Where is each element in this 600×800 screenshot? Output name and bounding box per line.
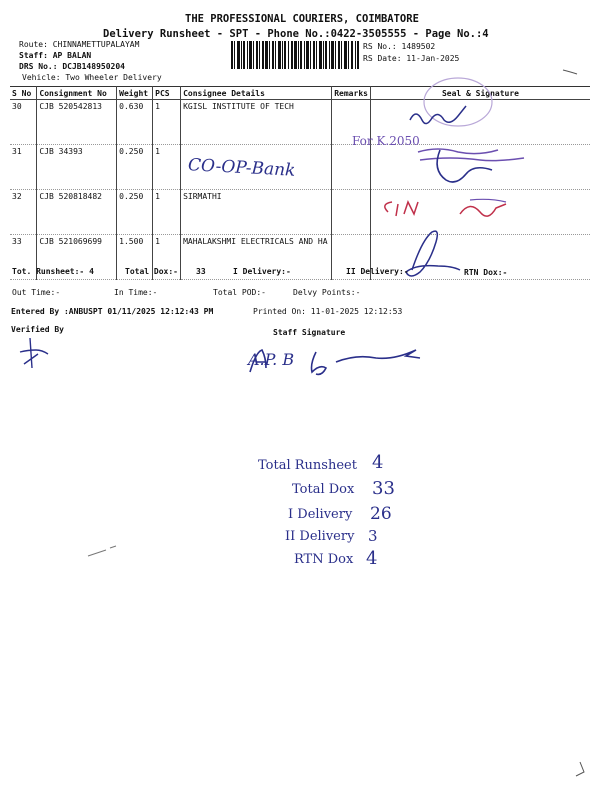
- table-row: [10, 145, 590, 190]
- col-header: Consignment No: [37, 87, 117, 100]
- out-time-label: Out Time:-: [12, 288, 61, 297]
- verified-signature: [20, 338, 48, 368]
- summary-value: 33: [372, 478, 395, 499]
- cell-signature: [370, 145, 590, 190]
- cell-pcs: 1: [153, 190, 181, 235]
- vehicle-label: Vehicle: Two Wheeler Delivery: [22, 73, 162, 82]
- cell-consignee: MAHALAKSHMI ELECTRICALS AND HA: [181, 235, 332, 280]
- summary-value: 4: [366, 548, 378, 569]
- in-time-label: In Time:-: [114, 288, 158, 297]
- staff-signature-name: A.P. B: [248, 350, 295, 369]
- cell-weight: 1.500: [117, 235, 153, 280]
- table-row: [10, 100, 590, 145]
- runsheet-table: [10, 86, 590, 280]
- drs-number: DRS No.: DCJB148950204: [19, 62, 125, 71]
- cell-consignment: CJB 34393: [37, 145, 117, 190]
- table-row: [10, 190, 590, 235]
- col-header: Remarks: [332, 87, 371, 100]
- total-dox-label: Total Dox:-: [125, 267, 178, 276]
- total-pod-label: Total POD:-: [213, 288, 266, 297]
- cell-weight: 0.630: [117, 100, 153, 145]
- cell-sno: 30: [10, 100, 37, 145]
- cell-sno: 31: [10, 145, 37, 190]
- summary-label: Total Dox: [292, 482, 355, 497]
- total-runsheet: Tot. Runsheet:- 4: [12, 267, 94, 276]
- summary-value: 3: [368, 527, 378, 545]
- cell-weight: 0.250: [117, 145, 153, 190]
- cell-weight: 0.250: [117, 190, 153, 235]
- col-header: Seal & Signature: [370, 87, 590, 100]
- summary-label: RTN Dox: [294, 552, 354, 567]
- summary-label: Total Runsheet: [258, 458, 357, 473]
- i-delivery-label: I Delivery:-: [233, 267, 291, 276]
- summary-label: II Delivery: [285, 529, 355, 544]
- cell-remarks: [332, 145, 371, 190]
- cell-consignee: KGISL INSTITUTE OF TECH: [181, 100, 332, 145]
- cell-consignment: CJB 520818482: [37, 190, 117, 235]
- stray-mark: [576, 762, 584, 776]
- verified-by-label: Verified By: [11, 325, 64, 334]
- cell-consignee: SIRMATHI: [181, 190, 332, 235]
- rs-number: RS No.: 1489502: [363, 42, 436, 51]
- printed-on: Printed On: 11-01-2025 12:12:53: [253, 307, 403, 316]
- rs-date: RS Date: 11-Jan-2025: [363, 54, 460, 63]
- summary-value: 4: [372, 452, 384, 473]
- ii-delivery-label: II Delivery:-: [346, 267, 409, 276]
- barcode-image: [231, 41, 359, 69]
- cell-consignment: CJB 520542813: [37, 100, 117, 145]
- cell-sno: 33: [10, 235, 37, 280]
- cell-consignment: CJB 521069699: [37, 235, 117, 280]
- route-label: Route: CHINNAMETTUPALAYAM: [19, 40, 140, 49]
- stamp-text: For K.2050: [352, 134, 420, 148]
- cell-pcs: 1: [153, 100, 181, 145]
- summary-label: I Delivery: [288, 507, 353, 522]
- handwritten-consignee: CO-OP-Bank: [187, 155, 296, 181]
- delvy-points-label: Delvy Points:-: [293, 288, 361, 297]
- stray-mark: [88, 546, 116, 556]
- total-dox-value: 33: [196, 267, 206, 276]
- cell-remarks: [332, 190, 371, 235]
- table-header-row: [10, 87, 590, 100]
- cell-pcs: 1: [153, 145, 181, 190]
- rtn-dox-label: RTN Dox:-: [464, 268, 508, 277]
- col-header: Consignee Details: [181, 87, 332, 100]
- company-title: THE PROFESSIONAL COURIERS, COIMBATORE: [185, 13, 419, 25]
- staff-signature-label: Staff Signature: [273, 328, 346, 337]
- stray-mark: [563, 70, 577, 74]
- col-header: S No: [10, 87, 37, 100]
- staff-label: Staff: AP BALAN: [19, 51, 92, 60]
- runsheet-subtitle: Delivery Runsheet - SPT - Phone No.:0422-3505555 - Page No.:4: [103, 28, 489, 40]
- entered-by: Entered By :ANBUSPT 01/11/2025 12:12:43 PM: [11, 307, 214, 316]
- cell-sno: 32: [10, 190, 37, 235]
- col-header: PCS: [153, 87, 181, 100]
- summary-value: 26: [370, 504, 392, 524]
- cell-pcs: 1: [153, 235, 181, 280]
- cell-signature: [370, 190, 590, 235]
- col-header: Weight: [117, 87, 153, 100]
